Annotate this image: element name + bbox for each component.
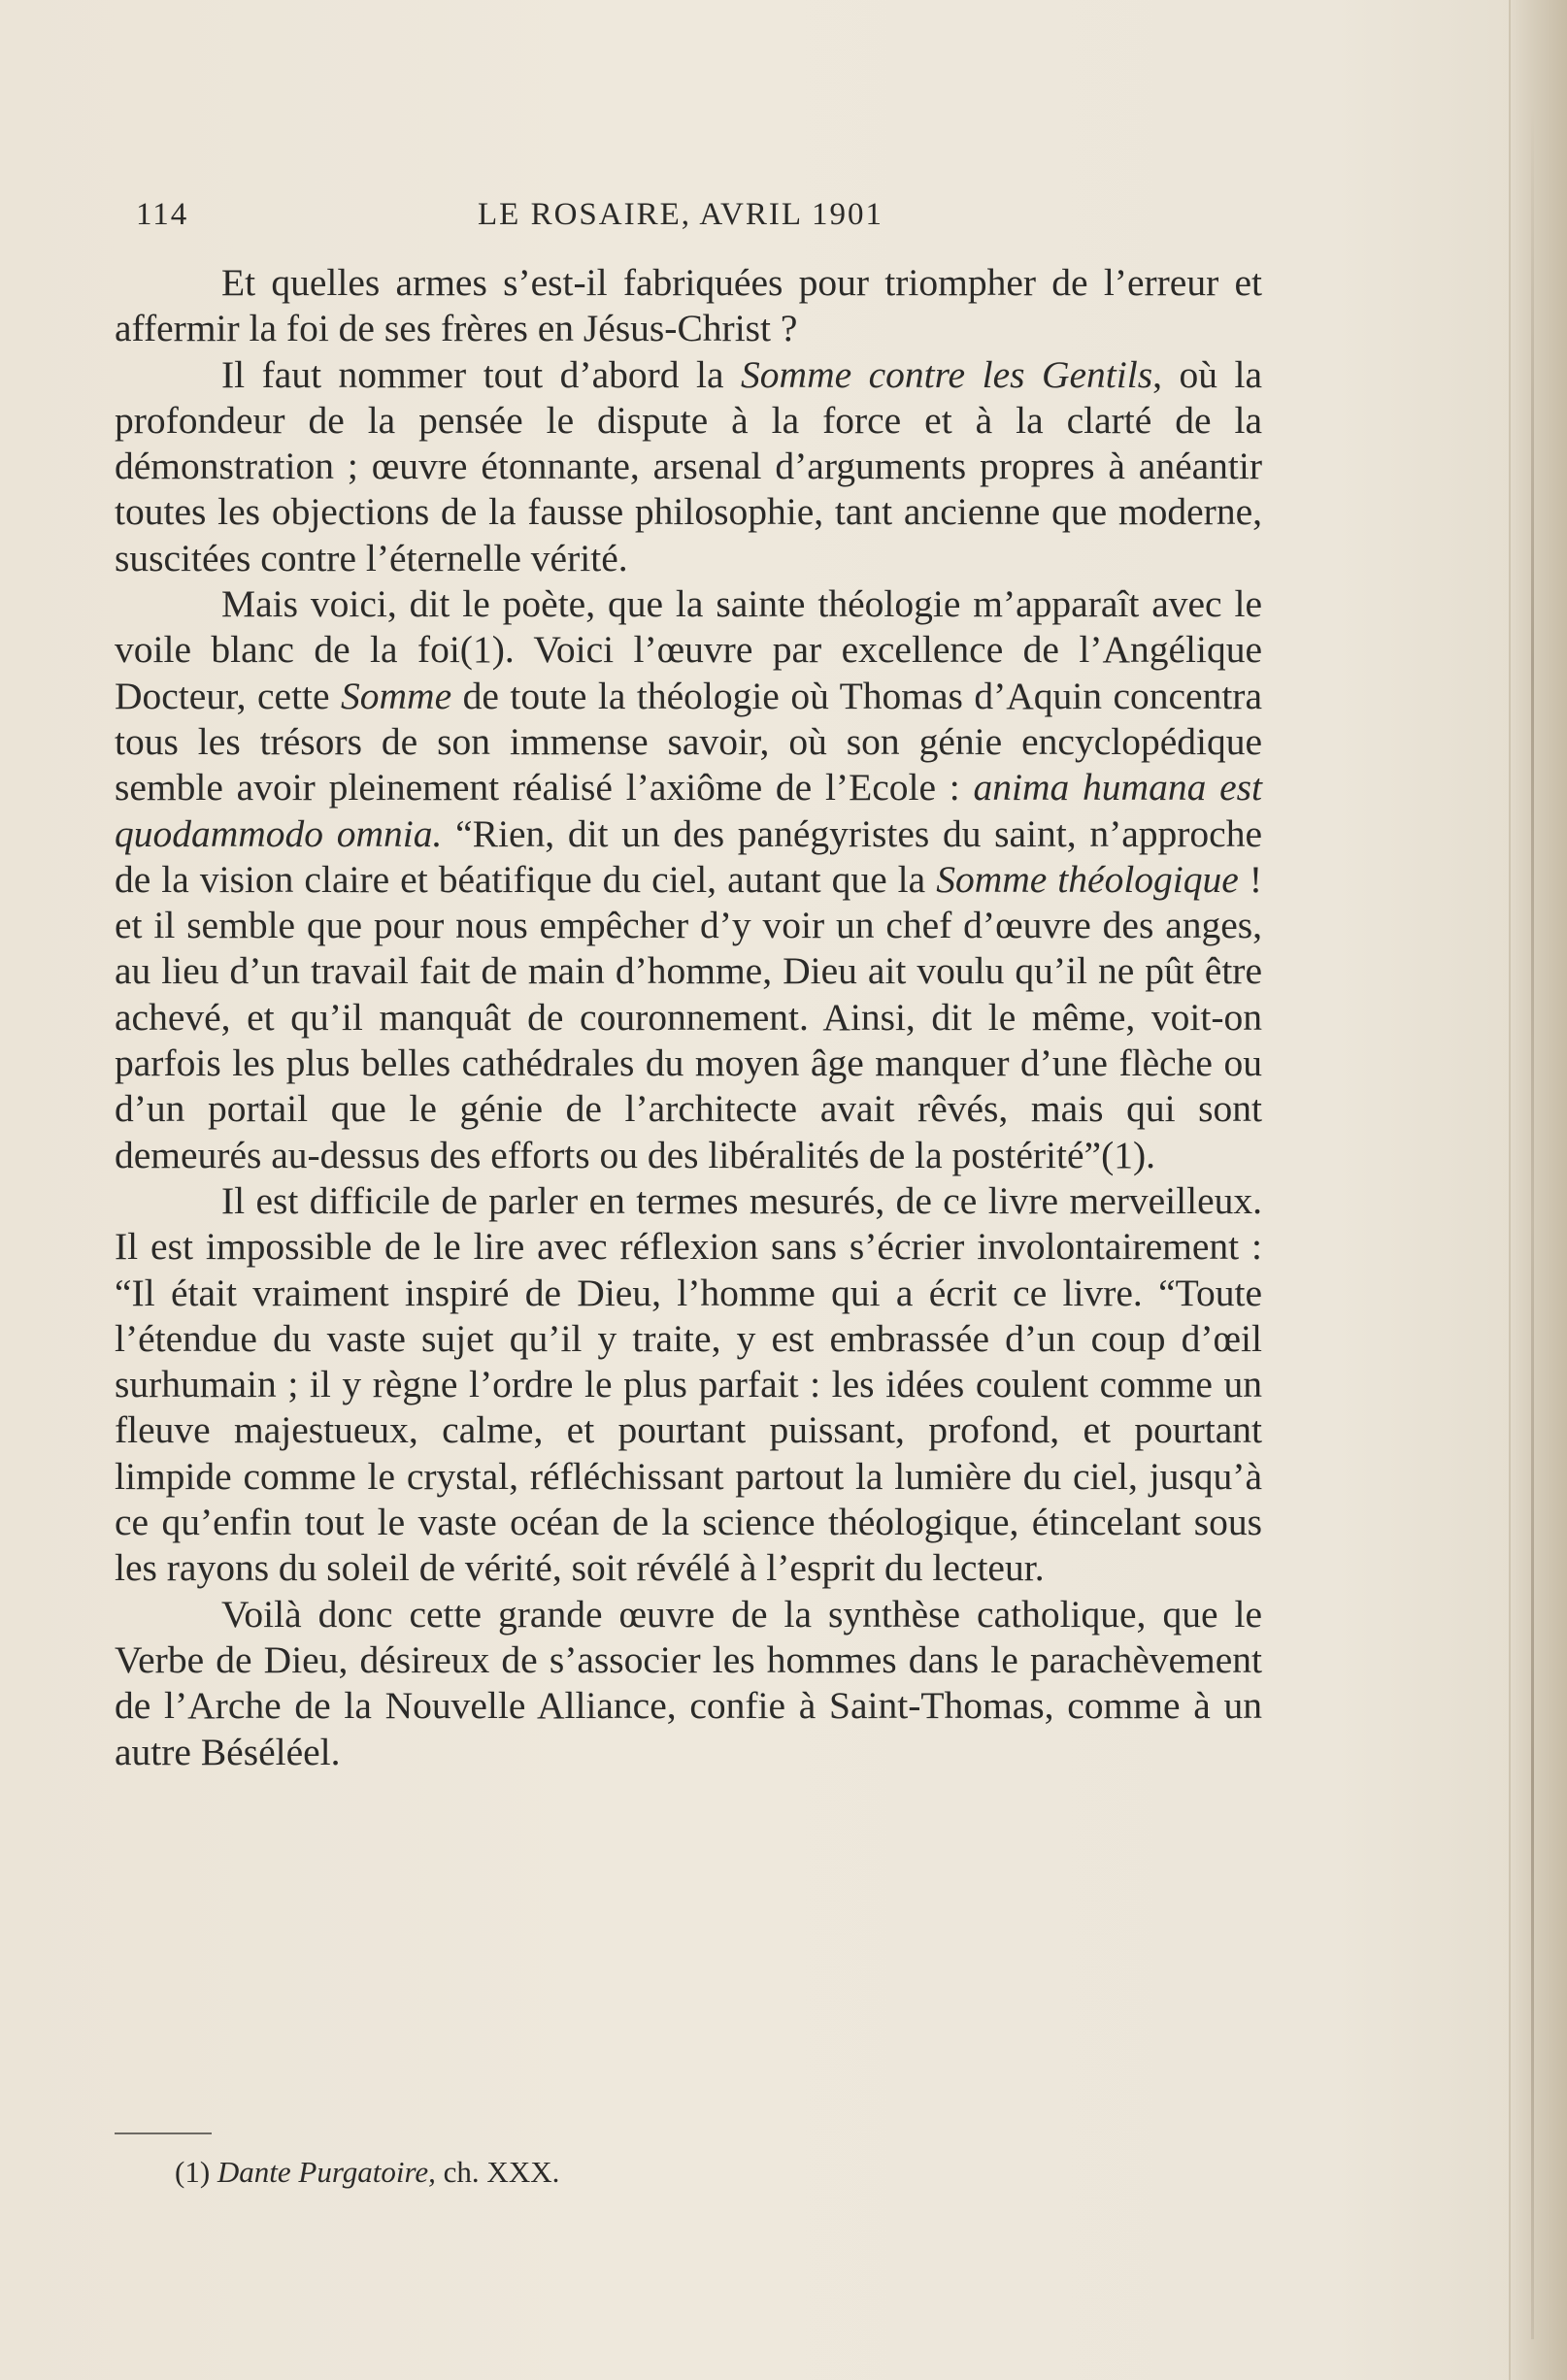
page-edge — [1509, 0, 1567, 2380]
paragraph-text: “Rien, dit un des panégyristes du saint, n’approche de la vision claire et béatifique du ciel, autant que la — [115, 811, 1262, 901]
footnote — [175, 2153, 1146, 2192]
paragraph-text: Et quelles armes s’est-il fabriquées pour triompher de l’erreur et affermir la foi de ses frères en Jésus-Christ ? — [115, 261, 1262, 350]
paragraph-text: Mais voici, dit le poète, que la sainte théologie m’apparaît avec le voile blanc de la foi(1). Voici l’œuvre par excellence de l’Angélique Docteur, cette — [115, 582, 1262, 717]
paragraph-text: de toute la théologie où Thomas d’Aquin concentra tous les trésors de son immense savoir, où son génie encyclopédique semble avoir pleinement réalisé l’axiôme de l’Ecole : — [115, 674, 1262, 810]
book-title: Somme contre les Gentils — [741, 352, 1153, 396]
paragraph — [115, 352, 1262, 581]
footnote-rule — [115, 2132, 212, 2134]
paragraph-text: ! et il semble que pour nous empêcher d’y voir un chef d’œuvre des anges, au lieu d’un travail fait de main d’homme, Dieu ait voulu qu’il ne pût être achevé, et qu’il manquât de couronnement. Ainsi, dit le même, voit-on parfois les plus belles cathédrales du moyen âge manquer d’une flèche ou d’un portail que le génie de l’architecte avait rêvés, mais qui sont demeurés au-dessus des efforts ou des libéralités de la postérité”(1). — [115, 857, 1262, 1176]
book-title: Somme théologique — [936, 857, 1239, 901]
body-text — [115, 260, 1262, 1775]
footnote-reference: ch. XXX. — [443, 2155, 560, 2189]
running-header — [136, 197, 1262, 246]
footnote-marker: (1) — [175, 2155, 211, 2189]
paragraph — [115, 1592, 1262, 1775]
page-number: 114 — [136, 197, 189, 232]
paragraph-text: Il faut nommer tout d’abord la — [221, 352, 742, 396]
binding-shadow — [1531, 107, 1534, 2339]
book-title: Somme — [341, 674, 452, 717]
paragraph-text: Voilà donc cette grande œuvre de la synthèse catholique, que le Verbe de Dieu, désireux de s’associer les hommes dans le parachèvement de l’Arche de la Nouvelle Alliance, confie à Saint-Thomas, comme à un autre Béséléel. — [115, 1592, 1262, 1773]
paragraph — [115, 1178, 1262, 1592]
paragraph — [115, 260, 1262, 352]
running-title: LE ROSAIRE, AVRIL 1901 — [478, 197, 884, 232]
footnote-work: Dante Purgatoire, — [217, 2155, 436, 2189]
paragraph-text: Il est difficile de parler en termes mesurés, de ce livre merveilleux. Il est impossible de le lire avec réflexion sans s’écrier involontairement : “Il était vraiment inspiré de Dieu, l’homme qui a écrit ce livre. “Toute l’étendue du vaste sujet qu’il y traite, y est embrassée d’un coup d’œil surhumain ; il y règne l’ordre le plus parfait : les idées coulent comme un fleuve majestueux, calme, et pourtant puissant, profond, et pourtant limpide comme le crystal, réfléchissant partout la lumière du ciel, jusqu’à ce qu’enfin tout le vaste océan de la science théologique, étincelant sous les rayons du soleil de vérité, soit révélé à l’esprit du lecteur. — [115, 1178, 1262, 1590]
paragraph — [115, 581, 1262, 1178]
paragraph-text: , où la profondeur de la pensée le dispute à la force et à la clarté de la démonstration ; œuvre étonnante, arsenal d’arguments propres à anéantir toutes les objections de la fausse philosophie, tant ancienne que moderne, suscitées contre l’éternelle vérité. — [115, 352, 1262, 579]
latin-quote: anima humana est quodammodo omnia. — [115, 766, 1262, 855]
